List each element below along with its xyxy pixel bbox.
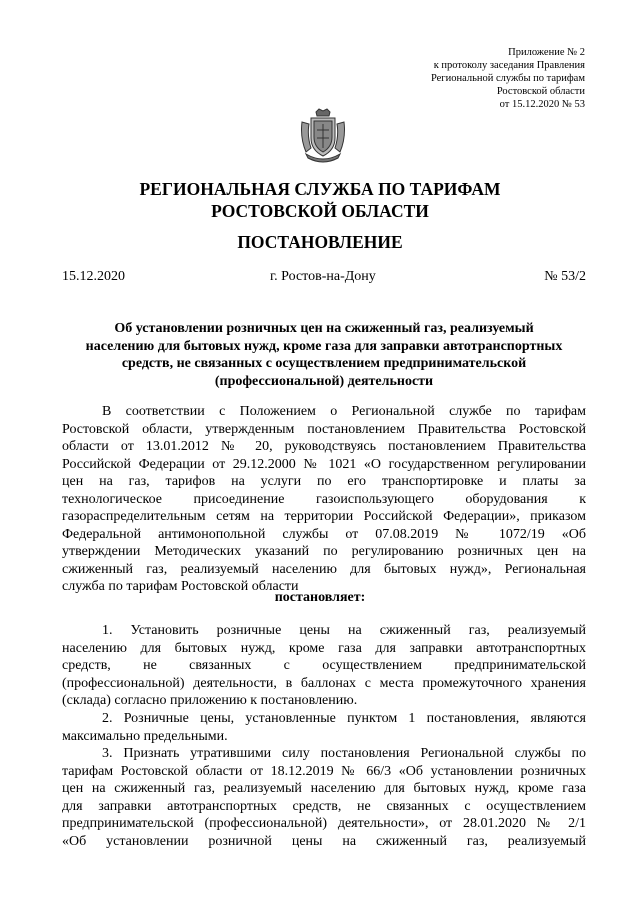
appendix-note	[431, 46, 585, 111]
resolves-heading: постановляет:	[274, 590, 366, 605]
text-line: технологическое присоединение газоиспользующего оборудования к	[62, 491, 586, 507]
text-line: 2. Розничные цены, установленные пунктом 1 постановления, являются	[102, 711, 586, 726]
document-city: г. Ростов-на-Дону	[270, 269, 376, 284]
item-1-paragraph	[62, 622, 586, 710]
text-line: В соответствии с Положением о Региональной службе по тарифам	[102, 404, 586, 419]
text-line: средств, не связанных с осуществлением предпринимательской	[62, 658, 586, 673]
appendix-line: Ростовской области	[496, 86, 585, 97]
item-3-paragraph	[62, 745, 586, 850]
text-line: сжиженный газ, реализуемый населению для бытовых нужд», Региональная	[62, 561, 586, 577]
document-type: ПОСТАНОВЛЕНИЕ	[237, 232, 403, 252]
text-line: тарифам Ростовской области от 18.12.2019 № 66/3 «Об установлении розничных	[62, 763, 586, 779]
appendix-line: Региональной службы по тарифам	[430, 73, 585, 84]
text-line: Ростовской области, утвержденным постановлением Правительства Ростовской	[62, 421, 586, 437]
document-meta-row	[62, 269, 586, 287]
text-line: Федеральной антимонопольной службы от 07.08.2019 № 1072/19 «Об	[62, 526, 586, 542]
text-line: цен на газ, тарифов на услуги по его транспортировке и платы за	[62, 474, 586, 489]
subject-line: Об установлении розничных цен на сжиженный газ, реализуемый	[114, 321, 534, 336]
text-line: (профессиональной) деятельности, в баллонах с места промежуточного хранения	[62, 675, 586, 691]
text-line: населению для бытовых нужд, кроме газа для заправки автотранспортных	[62, 640, 586, 656]
text-line: 1. Установить розничные цены на сжиженный газ, реализуемый	[102, 623, 586, 638]
text-line: служба по тарифам Ростовской области	[62, 579, 299, 594]
organization-name	[0, 178, 640, 222]
text-line: для заправки автотранспортных средств, не связанных с осуществлением	[62, 798, 586, 814]
text-line: цен на сжиженный газ, реализуемый населению для бытовых нужд, кроме газа	[62, 781, 586, 796]
coat-of-arms-icon	[298, 108, 348, 164]
appendix-line: от 15.12.2020 № 53	[499, 99, 585, 110]
text-line: 3. Признать утратившими силу постановления Региональной службы по	[102, 746, 586, 761]
appendix-line: к протоколу заседания Правления	[433, 60, 585, 71]
text-line: предпринимательской (профессиональной) деятельности», от 28.01.2020 № 2/1	[62, 816, 586, 831]
document-number: № 53/2	[544, 269, 586, 284]
text-line: «Об установлении розничной цены на сжиженный газ, реализуемый	[62, 833, 586, 849]
item-2-paragraph	[62, 710, 586, 745]
document-subject	[62, 320, 586, 390]
text-line: Российской Федерации от 29.12.2000 № 1021 «О государственном регулировании	[62, 456, 586, 472]
text-line: (склада) согласно приложению к постановлению.	[62, 693, 358, 708]
org-line: РОСТОВСКОЙ ОБЛАСТИ	[211, 201, 429, 221]
text-line: области от 13.01.2012 № 20, руководствуясь постановлением Правительства	[62, 439, 586, 454]
subject-line: (профессиональной) деятельности	[214, 373, 434, 389]
text-line: максимально предельными.	[62, 728, 228, 744]
appendix-line: Приложение № 2	[508, 47, 585, 58]
org-line: РЕГИОНАЛЬНАЯ СЛУЖБА ПО ТАРИФАМ	[139, 179, 501, 199]
text-line: газораспределительным сетям на территории Российской Федерации», приказом	[62, 509, 586, 524]
subject-line: населению для бытовых нужд, кроме газа для заправки автотранспортных	[85, 338, 563, 354]
preamble-paragraph	[62, 403, 586, 596]
document-date: 15.12.2020	[62, 269, 125, 284]
subject-line: средств, не связанных с осуществлением предпринимательской	[121, 356, 527, 371]
text-line: утверждении Методических указаний по регулированию розничных цен на	[62, 544, 586, 559]
